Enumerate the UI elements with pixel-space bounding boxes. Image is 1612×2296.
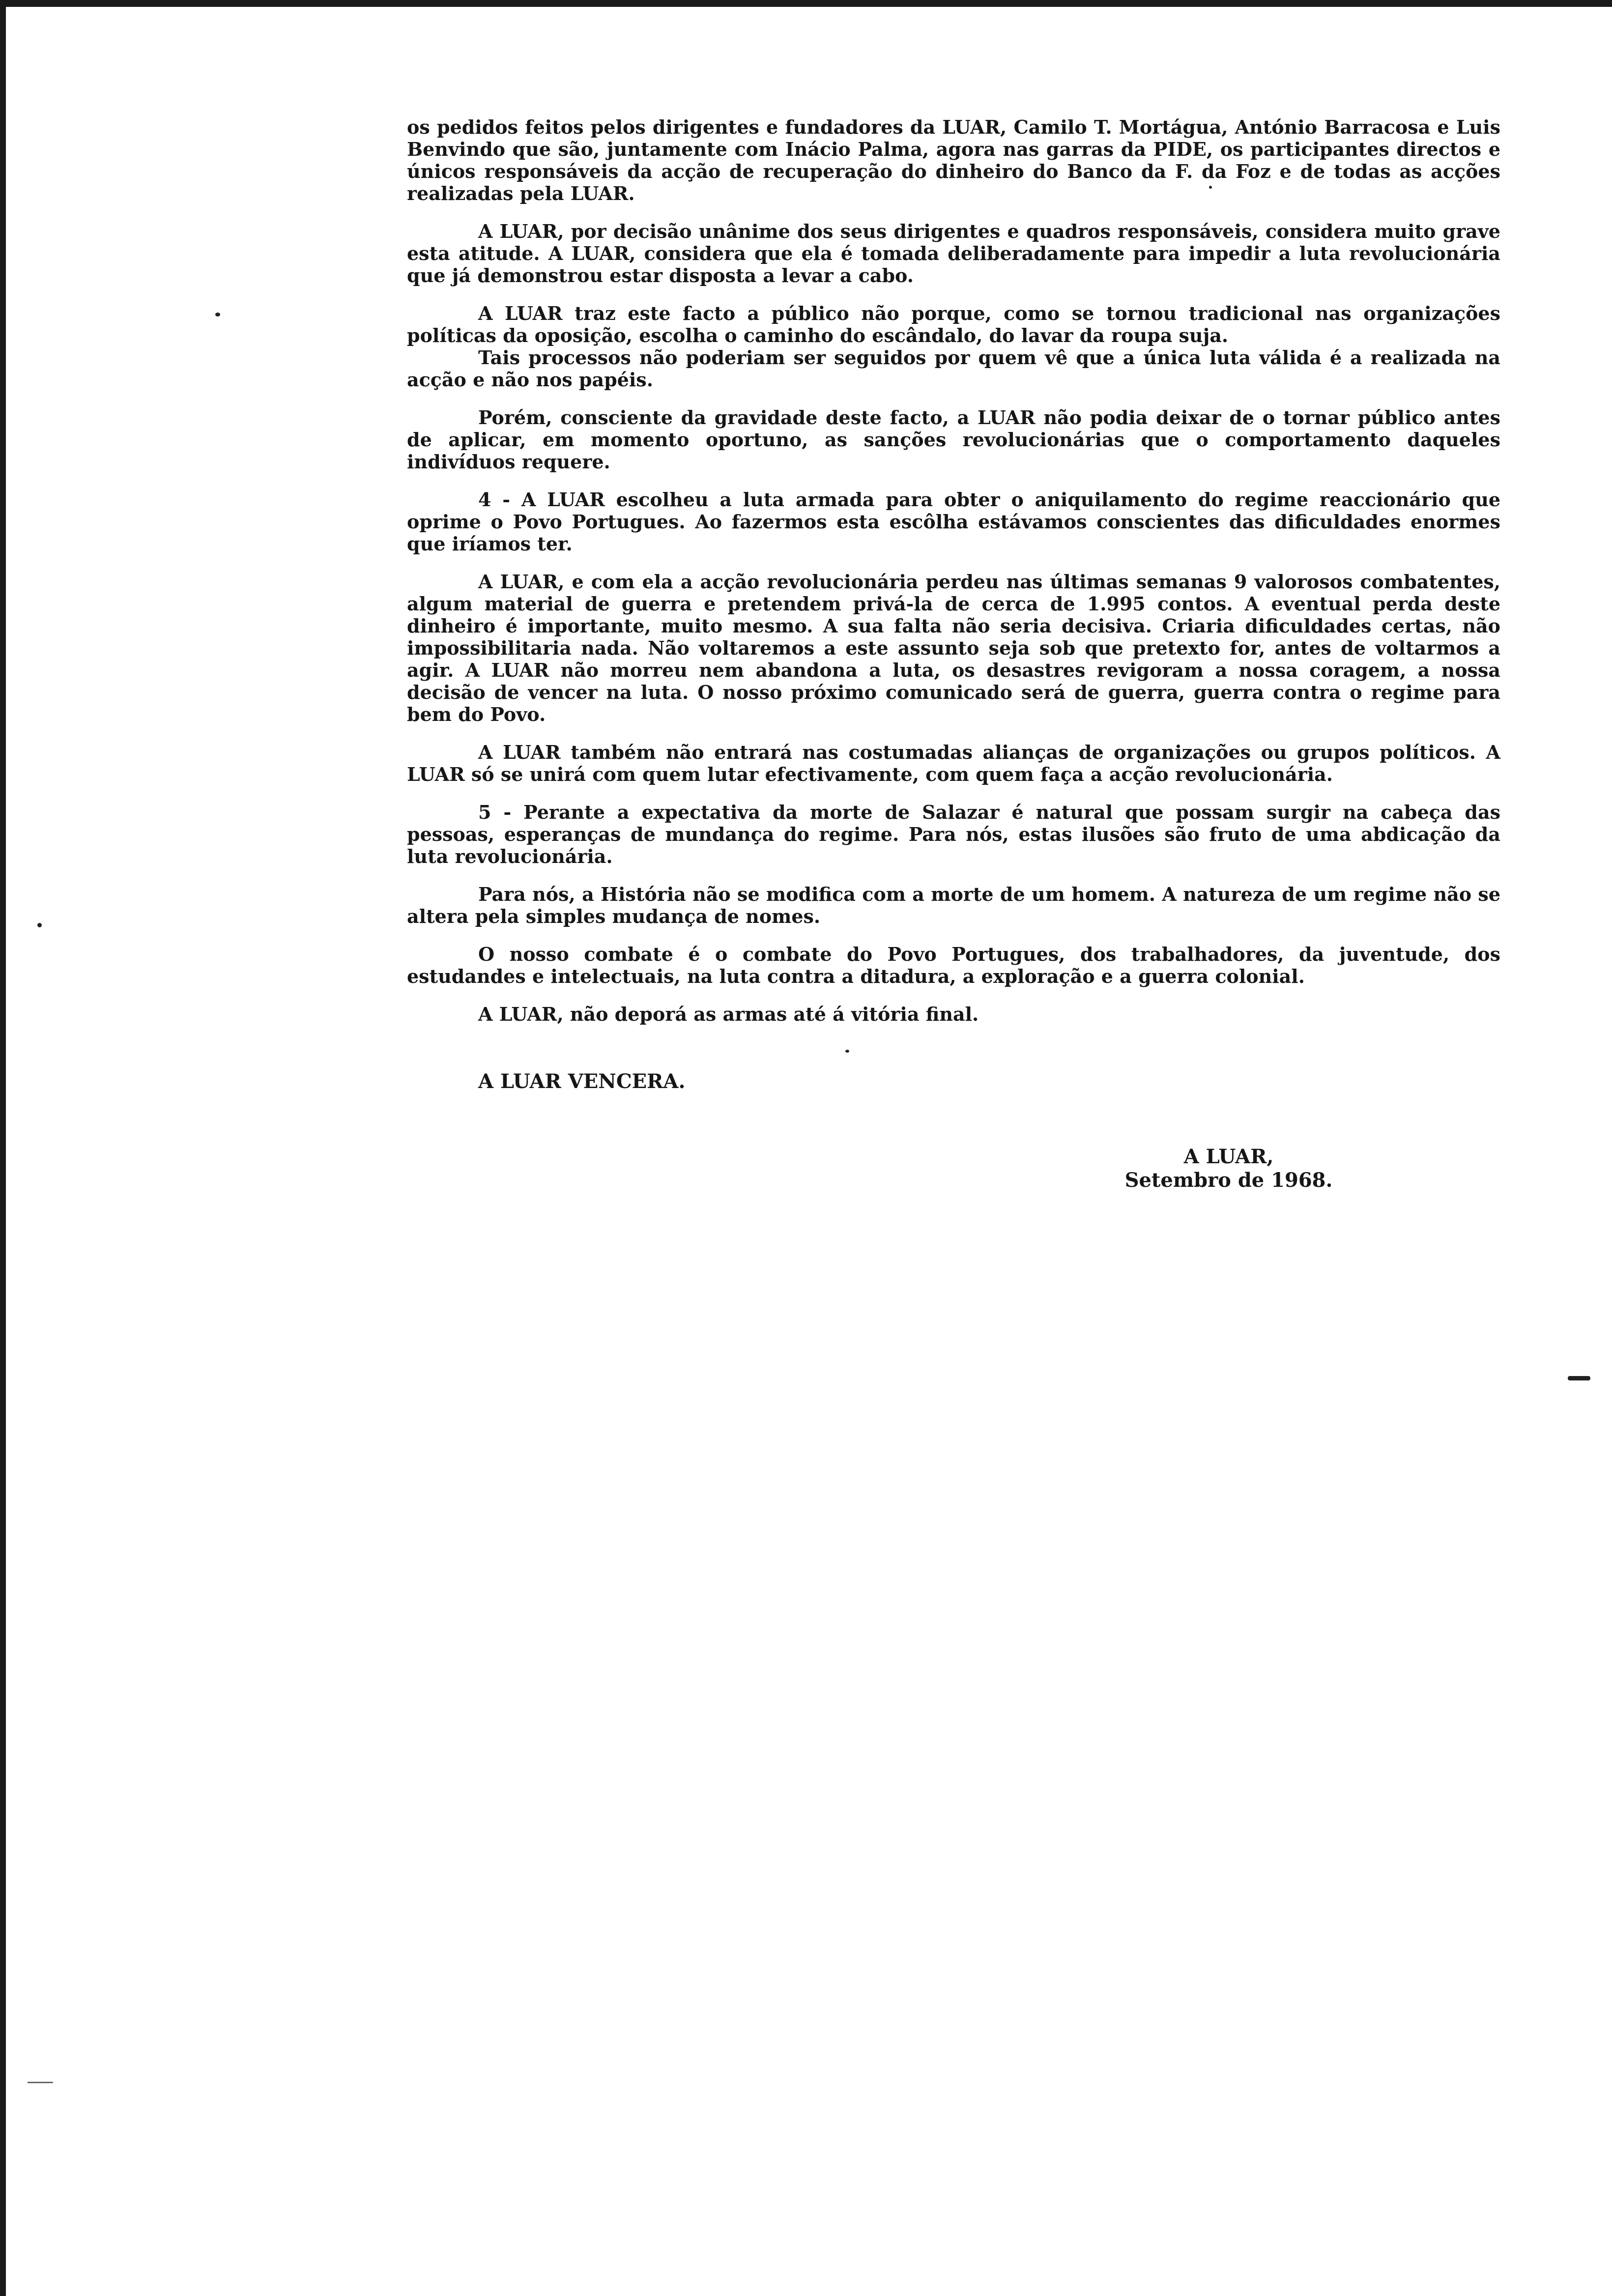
scan-speck xyxy=(37,923,42,927)
paragraph: 5 - Perante a expectativa da morte de Salazar é natural que possam surgir na cabeça das pessoas, esperanças de mundança do regime. Para nós, estas ilusões são fruto de uma abdicação da luta revolucionária. xyxy=(407,801,1500,867)
signature-block xyxy=(1081,1145,1376,1192)
paragraph: Tais processos não poderiam ser seguidos por quem vê que a única luta válida é a realizada na acção e não nos papéis. xyxy=(407,346,1500,391)
scan-speck xyxy=(215,313,220,316)
slogan: A LUAR VENCERA. xyxy=(478,1070,686,1093)
paragraph: A LUAR também não entrará nas costumadas alianças de organizações ou grupos políticos. A LUAR só se unirá com quem lutar efectivamente, com quem faça a acção revolucionária. xyxy=(407,741,1500,785)
scan-speck xyxy=(1568,1376,1590,1380)
paragraph: O nosso combate é o combate do Povo Portugues, dos trabalhadores, da juventude, dos estudandes e intelectuais, na luta contra a ditadura, a exploração e a guerra colonial. xyxy=(407,943,1500,987)
paragraph: os pedidos feitos pelos dirigentes e fundadores da LUAR, Camilo T. Mortágua, António Barracosa e Luis Benvindo que são, juntamente com Inácio Palma, agora nas garras da PIDE, os participantes directos e únicos responsáveis da acção de recuperação do dinheiro do Banco da F. da Foz e de todas as acções realizadas pela LUAR. xyxy=(407,116,1500,204)
paragraph: A LUAR traz este facto a público não porque, como se tornou tradicional nas organizações políticas da oposição, escolha o caminho do escândalo, do lavar da roupa suja. xyxy=(407,302,1500,346)
scan-speck xyxy=(28,2082,53,2083)
signature-date: Setembro de 1968. xyxy=(1124,1169,1333,1192)
paragraph: A LUAR, não deporá as armas até á vitória final. xyxy=(478,1003,979,1025)
paragraph: A LUAR, e com ela a acção revolucionária perdeu nas últimas semanas 9 valorosos combatentes, algum material de guerra e pretendem privá-la de cerca de 1.995 contos. A eventual perda deste dinheiro é importante, muito mesmo. A sua falta não seria decisiva. Criaria dificuldades certas, não impossibilitaria nada. Não voltaremos a este assunto seja sob que pretexto for, antes de voltarmos a agir. A LUAR não morreu nem abandona a luta, os desastres revigoram a nossa coragem, a nossa decisão de vencer na luta. O nosso próximo comunicado será de guerra, guerra contra o regime para bem do Povo. xyxy=(407,571,1500,725)
paragraph: Para nós, a História não se modifica com a morte de um homem. A natureza de um regime não se altera pela simples mudança de nomes. xyxy=(407,883,1500,927)
scan-edge-top xyxy=(0,0,1612,7)
paragraph: Porém, consciente da gravidade deste facto, a LUAR não podia deixar de o tornar público antes de aplicar, em momento oportuno, as sanções revolucionárias que o comportamento daqueles indivíduos requere. xyxy=(407,406,1500,473)
scan-edge-left xyxy=(0,0,6,2296)
paragraph: A LUAR, por decisão unânime dos seus dirigentes e quadros responsáveis, considera muito grave esta atitude. A LUAR, considera que ela é tomada deliberadamente para impedir a luta revolucionária que já demonstrou estar disposta a levar a cabo. xyxy=(407,220,1500,287)
paragraph: 4 - A LUAR escolheu a luta armada para obter o aniquilamento do regime reaccionário que oprime o Povo Portugues. Ao fazermos esta escôlha estávamos conscientes das dificuldades enormes que iríamos ter. xyxy=(407,488,1500,555)
signature-name: A LUAR, xyxy=(1183,1145,1274,1168)
letter-body xyxy=(407,116,1500,1092)
